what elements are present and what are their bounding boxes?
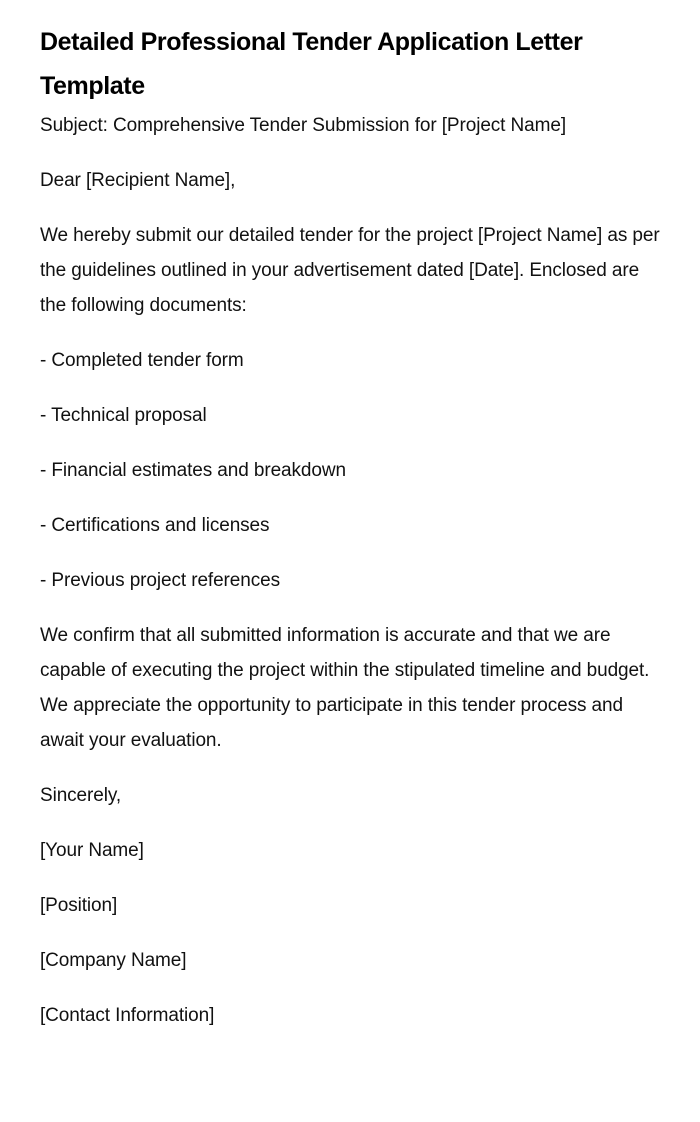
closing-paragraph: We confirm that all submitted information is accurate and that we are capable of executing the project within the stipulated timeline and budget. We appreciate the opportunity to participate in this tender process and await your evaluation. xyxy=(40,625,650,751)
document-title: Detailed Professional Tender Application Letter Template xyxy=(40,28,583,100)
subject-line: Subject: Comprehensive Tender Submission for [Project Name] xyxy=(40,115,566,136)
enclosure-item: - Technical proposal xyxy=(40,405,207,426)
intro-paragraph: We hereby submit our detailed tender for the project [Project Name] as per the guidelines outlined in your advertisement dated [Date]. Enclosed are the following documents: xyxy=(40,225,660,316)
signature-contact: [Contact Information] xyxy=(40,1005,215,1026)
enclosure-item: - Previous project references xyxy=(40,570,280,591)
salutation: Dear [Recipient Name], xyxy=(40,170,236,191)
sign-off: Sincerely, xyxy=(40,785,122,806)
signature-company: [Company Name] xyxy=(40,950,187,971)
signature-block xyxy=(40,833,660,1033)
enclosure-item: - Financial estimates and breakdown xyxy=(40,460,346,481)
signature-position: [Position] xyxy=(40,895,118,916)
enclosure-item: - Certifications and licenses xyxy=(40,515,270,536)
enclosure-list xyxy=(40,343,660,598)
signature-name: [Your Name] xyxy=(40,840,144,861)
enclosure-item: - Completed tender form xyxy=(40,350,244,371)
